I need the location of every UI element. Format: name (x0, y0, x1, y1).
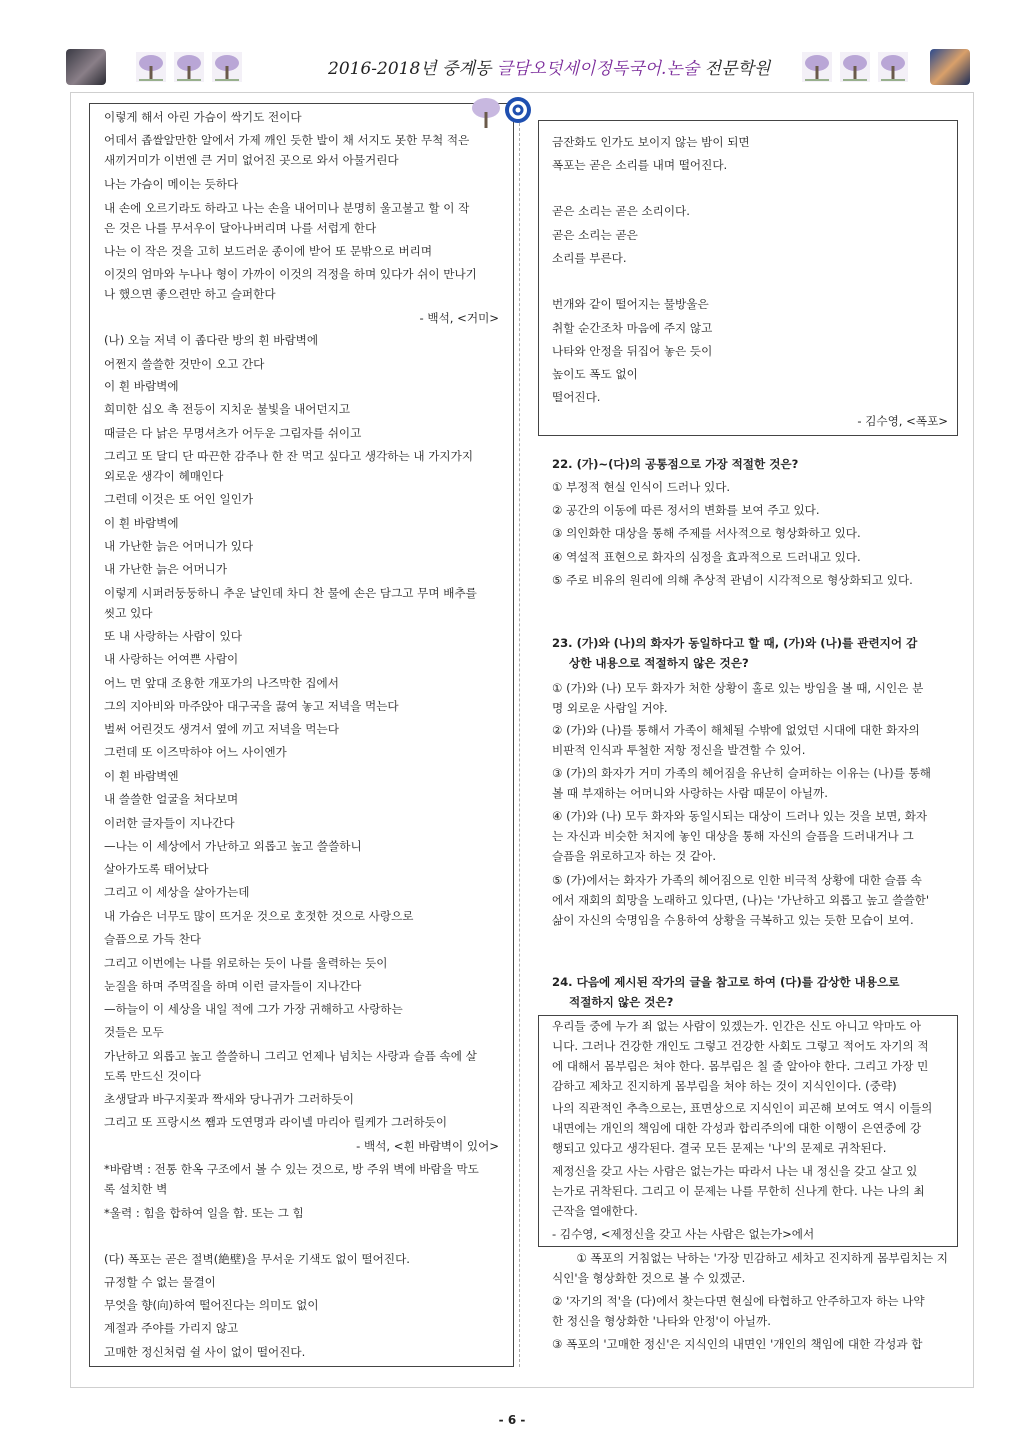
right-line: ① (가)와 (나) 모두 화자가 처한 상황이 홀로 있는 방임을 볼 때, 시인은 분 (552, 681, 924, 695)
column-divider (519, 103, 520, 1367)
left-line: 내 가난한 늙은 어머니가 있다 (104, 539, 254, 553)
right-line: 에서 재회의 희망을 노래하고 있다면, (나)는 '가난하고 외롭고 높고 쓸쓸한' (552, 893, 930, 907)
left-line: 외로운 생각이 헤매인다 (104, 469, 224, 483)
left-line: 그의 지아비와 마주앉아 대구국을 끓여 놓고 저녁을 먹는다 (104, 699, 399, 713)
right-line: 폭포는 곧은 소리를 내며 떨어진다. (552, 158, 728, 172)
right-line: 적절하지 않은 것은? (569, 995, 674, 1009)
left-line: 이러한 글자들이 지나간다 (104, 816, 235, 830)
right-line: 제정신을 갖고 사는 사람은 없는가는 따라서 나는 내 정신을 갖고 살고 있 (552, 1164, 918, 1178)
left-line: 이렇게 해서 아린 가슴이 싹기도 전이다 (104, 110, 302, 124)
left-line: 록 설치한 벽 (104, 1182, 168, 1196)
tree-decoration-right (802, 52, 908, 82)
tree-icon (878, 52, 908, 82)
right-line: ① 폭포의 거침없는 낙하는 '가장 민감하고 세차고 진지하게 몸부림치는 지 (576, 1251, 948, 1265)
right-line: 번개와 같이 떨어지는 물방울은 (552, 297, 709, 311)
left-line: 나 했으면 좋으련만 하고 슬퍼한다 (104, 287, 276, 301)
right-line: 는가로 귀착된다. 그리고 이 문제는 나를 무한히 신나게 한다. 나는 나의 최 (552, 1184, 925, 1198)
portrait-photo-left (66, 49, 106, 85)
right-line: ② 공간의 이동에 따른 정서의 변화를 보여 주고 있다. (552, 503, 820, 517)
left-line: 나는 가슴이 메이는 듯하다 (104, 177, 239, 191)
page-number: - 6 - (498, 1413, 526, 1427)
left-line: 초생달과 바구지꽃과 짝새와 당나귀가 그러하듯이 (104, 1092, 354, 1106)
right-line: 떨어진다. (552, 390, 601, 404)
left-line: 계절과 주야를 가리지 않고 (104, 1321, 239, 1335)
left-line: 것들은 모두 (104, 1025, 164, 1039)
left-line: *바람벽 : 전통 한옥 구조에서 볼 수 있는 것으로, 방 주위 벽에 바람을 막도 (104, 1162, 479, 1176)
left-line: 고매한 정신처럼 쉴 사이 없이 떨어진다. (104, 1345, 306, 1359)
right-line: 내면에는 개인의 책임에 대한 각성과 합리주의에 대한 이행이 은연중에 강 (552, 1121, 922, 1135)
right-line: 곧은 소리는 곧은 소리이다. (552, 204, 690, 218)
right-line: - 김수영, <제정신을 갖고 사는 사람은 없는가>에서 (552, 1227, 815, 1241)
right-line: 식인'을 형상화한 것으로 볼 수 있겠군. (552, 1271, 746, 1285)
left-line: (나) 오늘 저녁 이 좁다란 방의 흰 바람벽에 (104, 333, 319, 347)
right-line: 감하고 제차고 진지하게 몸부림을 쳐야 하는 것이 지식인이다. (중략) (552, 1079, 897, 1093)
tree-decoration-left (136, 52, 242, 82)
left-line: —하늘이 이 세상을 내일 적에 그가 가장 귀해하고 사랑하는 (104, 1002, 403, 1016)
left-line: 나는 이 작은 것을 고히 보드러운 종이에 받어 또 문밖으로 버리며 (104, 244, 433, 258)
right-line: 높이도 폭도 없이 (552, 367, 638, 381)
left-line: 그런데 또 이즈막하야 어느 사이엔가 (104, 745, 287, 759)
right-line: ③ 폭포의 '고매한 정신'은 지식인의 내면인 '개인의 책임에 대한 각성과 합 (552, 1337, 923, 1351)
left-line: 이 흰 바람벽에 (104, 379, 179, 393)
left-line: 살아가도록 태어났다 (104, 862, 209, 876)
page-header (66, 46, 970, 90)
right-line: 소리를 부른다. (552, 251, 627, 265)
left-line: 내 가난한 늙은 어머니가 (104, 562, 228, 576)
right-line: ① 부정적 현실 인식이 드러나 있다. (552, 480, 731, 494)
right-line: 행되고 있다고 생각된다. 결국 모든 문제는 '나'의 문제로 귀착된다. (552, 1141, 887, 1155)
left-line: 그리고 또 프랑시쓰 쨈과 도연명과 라이넬 마리아 릴케가 그러하듯이 (104, 1115, 448, 1129)
right-line: 22. (가)~(다)의 공통점으로 가장 적절한 것은? (552, 457, 799, 471)
right-line: 삶이 자신의 숙명임을 수용하여 상황을 극복하고 있는 듯한 모습이 보여. (552, 913, 914, 927)
left-line: —나는 이 세상에서 가난하고 외롭고 높고 쓸쓸하니 (104, 839, 362, 853)
right-line: ④ (가)와 (나) 모두 화자와 동일시되는 대상이 드러나 있는 것을 보면, 화자 (552, 809, 928, 823)
left-line: - 백석, <거미> (419, 311, 499, 325)
header-title-post: 전문학원 (699, 59, 771, 79)
right-line: 나의 직관적인 추측으로는, 표면상으로 지식인이 피곤해 보여도 역시 이들의 (552, 1101, 933, 1115)
left-line: 무엇을 향(向)하여 떨어진다는 의미도 없이 (104, 1298, 319, 1312)
left-line: 어느 먼 앞대 조용한 개포가의 나즈막한 집에서 (104, 676, 339, 690)
right-line: 에 대해서 몸부림은 쳐야 한다. 몸부림은 칠 줄 알아야 한다. 그리고 가장 민 (552, 1059, 929, 1073)
left-line: 때글은 다 낡은 무명셔츠가 어두운 그림자를 쉬이고 (104, 426, 362, 440)
portrait-photo-right (930, 49, 970, 85)
left-line: (다) 폭포는 곧은 절벽(絶壁)을 무서운 기색도 없이 떨어진다. (104, 1252, 410, 1266)
right-line: - 김수영, <폭포> (857, 414, 948, 428)
left-line: 내 사랑하는 어여쁜 사람이 (104, 652, 239, 666)
left-line: 새끼거미가 이번엔 큰 거미 없어진 곳으로 와서 아물거린다 (104, 153, 399, 167)
left-line: 희미한 십오 촉 전등이 지치운 불빛을 내어던지고 (104, 402, 351, 416)
right-line: 24. 다음에 제시된 작가의 글을 참고로 하여 (다)를 감상한 내용으로 (552, 975, 900, 989)
left-line: 규정할 수 없는 물결이 (104, 1275, 216, 1289)
right-line: 비판적 인식과 투철한 저항 정신을 발견할 수 있어. (552, 743, 806, 757)
left-line: 슬픔으로 가득 찬다 (104, 932, 201, 946)
tree-icon (212, 52, 242, 82)
right-line: ② (가)와 (나)를 통해서 가족이 해체될 수밖에 없었던 시대에 대한 화자의 (552, 723, 920, 737)
right-line: 명 외로운 사람일 거야. (552, 701, 668, 715)
header-title-pre: 2016-2018년 중계동 (328, 59, 497, 79)
right-line: 근작을 열애한다. (552, 1204, 638, 1218)
tree-icon (802, 52, 832, 82)
right-line: ⑤ (가)에서는 화자가 가족의 헤어짐으로 인한 비극적 상황에 대한 슬픔 속 (552, 873, 922, 887)
right-line: 는 자신과 비슷한 처지에 놓인 대상을 통해 자신의 슬픔을 드러내거나 그 (552, 829, 914, 843)
left-line: 가난하고 외롭고 높고 쓸쓸하니 그리고 언제나 넘치는 사랑과 슬픔 속에 살 (104, 1049, 477, 1063)
right-line: ⑤ 주로 비유의 원리에 의해 추상적 관념이 시각적으로 형상화되고 있다. (552, 573, 913, 587)
left-line: 이것의 엄마와 누나나 형이 가까이 이것의 걱정을 하며 있다가 쉬이 만나기 (104, 267, 477, 281)
right-line: ③ (가)의 화자가 거미 가족의 헤어짐을 유난히 슬퍼하는 이유는 (나)를 통해 (552, 766, 931, 780)
left-line: 내 손에 오르기라도 하라고 나는 손을 내어미나 분명히 울고불고 할 이 작 (104, 201, 470, 215)
right-line: 상한 내용으로 적절하지 않은 것은? (569, 656, 749, 670)
right-line: 23. (가)와 (나)의 화자가 동일하다고 할 때, (가)와 (나)를 관련지어 감 (552, 636, 918, 650)
header-title (328, 54, 771, 79)
left-line: 그리고 이번에는 나를 위로하는 듯이 나를 울력하는 듯이 (104, 956, 388, 970)
tree-icon (136, 52, 166, 82)
left-line: 그리고 또 달디 단 따끈한 감주나 한 잔 먹고 싶다고 생각하는 내 가지가지 (104, 449, 474, 463)
left-line: 눈질을 하며 주먹질을 하며 이런 글자들이 지나간다 (104, 979, 362, 993)
left-line: 씻고 있다 (104, 606, 153, 620)
right-line: 니다. 그러나 건강한 개인도 그렇고 건강한 사회도 그렇고 적어도 자기의 적 (552, 1039, 929, 1053)
right-line: ② '자기의 적'을 (다)에서 찾는다면 현실에 타협하고 안주하고자 하는 나약 (552, 1294, 925, 1308)
right-line: 금잔화도 인가도 보이지 않는 밤이 되면 (552, 135, 750, 149)
right-line: ④ 역설적 표현으로 화자의 심정을 효과적으로 드러내고 있다. (552, 550, 861, 564)
right-line: 우리들 중에 누가 죄 없는 사람이 있겠는가. 인간은 신도 아니고 악마도 아 (552, 1019, 922, 1033)
right-line: 곧은 소리는 곧은 (552, 228, 638, 242)
right-line: 한 정신을 형상화한 '나타와 안정'이 아닐까. (552, 1314, 771, 1328)
right-line: 볼 때 부재하는 어머니와 사랑하는 사람 때문이 아닐까. (552, 786, 828, 800)
right-line: 슬픔을 위로하고자 하는 것 같아. (552, 849, 717, 863)
left-line: 또 내 사랑하는 사람이 있다 (104, 629, 242, 643)
left-line: 내 쓸쓸한 얼굴을 쳐다보며 (104, 792, 239, 806)
right-line: ③ 의인화한 대상을 통해 주제를 서사적으로 형상화하고 있다. (552, 526, 861, 540)
left-line: 도록 만드신 것이다 (104, 1069, 201, 1083)
left-line: 그런데 이것은 또 어인 일인가 (104, 492, 254, 506)
left-line: 내 가슴은 너무도 많이 뜨거운 것으로 호젓한 것으로 사랑으로 (104, 909, 414, 923)
left-line: 어데서 좁쌀알만한 알에서 가제 깨인 듯한 발이 채 서지도 못한 무척 적은 (104, 133, 470, 147)
left-line: 그리고 이 세상을 살아가는데 (104, 885, 250, 899)
left-line: 이 흰 바람벽에 (104, 516, 179, 530)
header-title-academy: 글담오덧세이정독국어.논술 (496, 59, 700, 79)
right-line: 취할 순간조차 마음에 주지 않고 (552, 321, 713, 335)
left-line: - 백석, <흰 바람벽이 있어> (356, 1139, 499, 1153)
left-line: 벌써 어린것도 생겨서 옆에 끼고 저녁을 먹는다 (104, 722, 339, 736)
left-line: *울력 : 힘을 합하여 일을 함. 또는 그 힘 (104, 1206, 304, 1220)
left-line: 은 것은 나를 무서우이 달아나버리며 나를 서럽게 한다 (104, 221, 377, 235)
right-line: 나타와 안정을 뒤집어 놓은 듯이 (552, 344, 713, 358)
tree-icon (840, 52, 870, 82)
tree-icon (174, 52, 204, 82)
left-line: 어쩐지 쓸쓸한 것만이 오고 간다 (104, 357, 265, 371)
left-line: 이 흰 바람벽엔 (104, 769, 179, 783)
left-line: 이렇게 시퍼러둥둥하니 추운 날인데 차디 찬 물에 손은 담그고 무며 배추를 (104, 586, 477, 600)
